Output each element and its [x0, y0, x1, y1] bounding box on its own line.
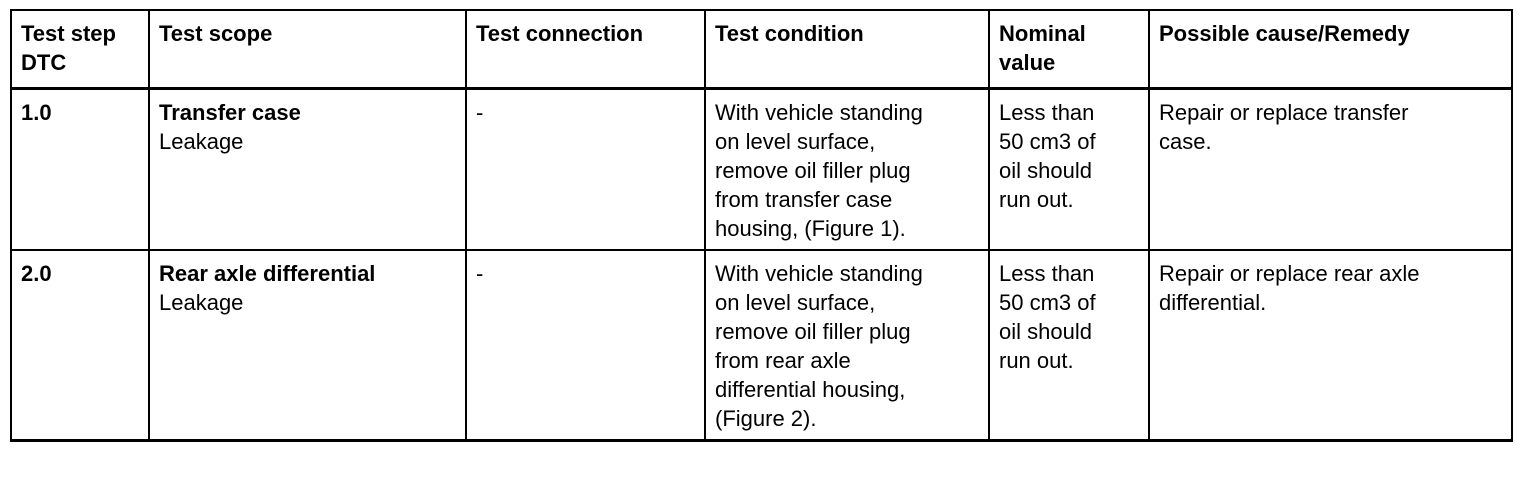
- header-test-step-line1: Test step: [21, 21, 116, 46]
- condition-line: With vehicle standing: [715, 261, 923, 286]
- header-nominal-line2: value: [999, 50, 1056, 75]
- condition-line: from rear axle: [715, 348, 851, 373]
- scope-detail: Leakage: [159, 129, 244, 154]
- condition-line: on level surface,: [715, 290, 876, 315]
- remedy-line: Repair or replace rear axle: [1159, 261, 1420, 286]
- scope-title: Transfer case: [159, 100, 301, 125]
- condition-line: from transfer case: [715, 187, 893, 212]
- condition-line: differential housing,: [715, 377, 906, 402]
- remedy-line: case.: [1159, 129, 1212, 154]
- nominal-line: oil should: [999, 158, 1092, 183]
- table-row: [11, 89, 1512, 251]
- scope-cell: [149, 250, 466, 441]
- condition-line: With vehicle standing: [715, 100, 923, 125]
- nominal-cell: [989, 250, 1149, 441]
- table-row: [11, 250, 1512, 441]
- remedy-line: Repair or replace transfer: [1159, 100, 1409, 125]
- condition-line: on level surface,: [715, 129, 876, 154]
- step-cell: 1.0: [11, 89, 149, 251]
- scope-title: Rear axle differential: [159, 261, 376, 286]
- step-cell: 2.0: [11, 250, 149, 441]
- header-nominal-line1: Nominal: [999, 21, 1086, 46]
- condition-line: (Figure 2).: [715, 406, 817, 431]
- nominal-line: oil should: [999, 319, 1092, 344]
- header-remedy: Possible cause/Remedy: [1149, 10, 1512, 89]
- table-header-row: [11, 10, 1512, 89]
- remedy-line: differential.: [1159, 290, 1267, 315]
- header-test-condition: Test condition: [705, 10, 989, 89]
- nominal-line: Less than: [999, 261, 1095, 286]
- condition-line: remove oil filler plug: [715, 158, 911, 183]
- test-table: [10, 9, 1513, 442]
- header-nominal-value: [989, 10, 1149, 89]
- nominal-line: run out.: [999, 348, 1074, 373]
- nominal-line: 50 cm3 of: [999, 290, 1096, 315]
- header-test-connection: Test connection: [466, 10, 705, 89]
- connection-cell: -: [466, 89, 705, 251]
- nominal-line: Less than: [999, 100, 1095, 125]
- header-test-scope: Test scope: [149, 10, 466, 89]
- remedy-cell: [1149, 89, 1512, 251]
- condition-cell: [705, 250, 989, 441]
- scope-detail: Leakage: [159, 290, 244, 315]
- condition-line: remove oil filler plug: [715, 319, 911, 344]
- connection-cell: -: [466, 250, 705, 441]
- nominal-line: run out.: [999, 187, 1074, 212]
- nominal-cell: [989, 89, 1149, 251]
- condition-line: housing, (Figure 1).: [715, 216, 906, 241]
- header-test-step-line2: DTC: [21, 50, 67, 75]
- remedy-cell: [1149, 250, 1512, 441]
- nominal-line: 50 cm3 of: [999, 129, 1096, 154]
- header-test-step: [11, 10, 149, 89]
- scope-cell: [149, 89, 466, 251]
- condition-cell: [705, 89, 989, 251]
